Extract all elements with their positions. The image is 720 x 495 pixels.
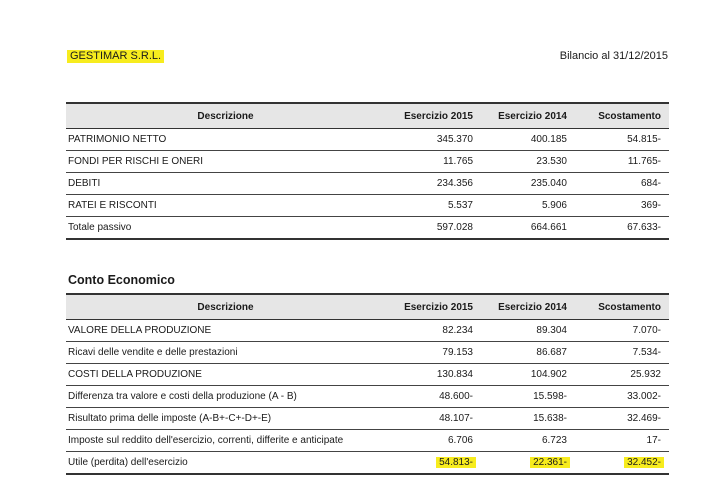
row-label: Imposte sul reddito dell'esercizio, correnti, differite e anticipate: [66, 430, 385, 452]
value-2015: 48.600-: [385, 386, 481, 408]
col-esercizio-2015: Esercizio 2015: [385, 103, 481, 129]
table-row: [66, 342, 669, 364]
table-row: [66, 129, 669, 151]
value-scostamento: 369-: [575, 195, 669, 217]
value-scostamento: 33.002-: [575, 386, 669, 408]
value-scostamento: 67.633-: [575, 217, 669, 240]
col-esercizio-2015: Esercizio 2015: [385, 294, 481, 320]
row-label: COSTI DELLA PRODUZIONE: [66, 364, 385, 386]
table-row: [66, 408, 669, 430]
table-row: [66, 151, 669, 173]
value-2015: 345.370: [385, 129, 481, 151]
value-scostamento: 25.932: [575, 364, 669, 386]
value-2014: 400.185: [481, 129, 575, 151]
value-2014: 23.530: [481, 151, 575, 173]
value-2015: 79.153: [385, 342, 481, 364]
row-label: Utile (perdita) dell'esercizio: [66, 452, 385, 475]
value-scostamento: 17-: [575, 430, 669, 452]
table-conto-economico: [66, 293, 669, 475]
value-2014: [481, 452, 575, 475]
value-scostamento: 684-: [575, 173, 669, 195]
highlighted-value: 54.813-: [436, 457, 476, 468]
value-2015: 6.706: [385, 430, 481, 452]
table-row: [66, 364, 669, 386]
value-2014: 89.304: [481, 320, 575, 342]
value-2014: 86.687: [481, 342, 575, 364]
col-descrizione: Descrizione: [66, 294, 385, 320]
col-scostamento: Scostamento: [575, 103, 669, 129]
value-scostamento: 54.815-: [575, 129, 669, 151]
row-label: RATEI E RISCONTI: [66, 195, 385, 217]
value-scostamento: 11.765-: [575, 151, 669, 173]
row-label: Risultato prima delle imposte (A-B+-C+-D+-E): [66, 408, 385, 430]
row-label: DEBITI: [66, 173, 385, 195]
value-2014: 664.661: [481, 217, 575, 240]
col-esercizio-2014: Esercizio 2014: [481, 103, 575, 129]
value-2014: 6.723: [481, 430, 575, 452]
value-2014: 15.638-: [481, 408, 575, 430]
total-row: [66, 217, 669, 240]
value-2015: 597.028: [385, 217, 481, 240]
table-row: [66, 386, 669, 408]
value-2014: 235.040: [481, 173, 575, 195]
value-2015: 82.234: [385, 320, 481, 342]
value-2014: 15.598-: [481, 386, 575, 408]
col-descrizione: Descrizione: [66, 103, 385, 129]
value-scostamento: 32.469-: [575, 408, 669, 430]
col-esercizio-2014: Esercizio 2014: [481, 294, 575, 320]
table-row: [66, 320, 669, 342]
value-2015: 48.107-: [385, 408, 481, 430]
value-2015: 5.537: [385, 195, 481, 217]
balance-date: Bilancio al 31/12/2015: [559, 50, 668, 62]
value-2014: 104.902: [481, 364, 575, 386]
value-2015: 234.356: [385, 173, 481, 195]
table-row: [66, 430, 669, 452]
value-2015: 130.834: [385, 364, 481, 386]
result-row: [66, 452, 669, 475]
row-label: Totale passivo: [66, 217, 385, 240]
value-scostamento: [575, 452, 669, 475]
highlighted-value: 22.361-: [530, 457, 570, 468]
section-title-conto-economico: Conto Economico: [68, 273, 175, 287]
row-label: FONDI PER RISCHI E ONERI: [66, 151, 385, 173]
row-label: Differenza tra valore e costi della produzione (A - B): [66, 386, 385, 408]
value-scostamento: 7.070-: [575, 320, 669, 342]
value-2015: 11.765: [385, 151, 481, 173]
value-2015: [385, 452, 481, 475]
table-header-row: [66, 103, 669, 129]
value-2014: 5.906: [481, 195, 575, 217]
row-label: VALORE DELLA PRODUZIONE: [66, 320, 385, 342]
highlighted-value: 32.452-: [624, 457, 664, 468]
table-row: [66, 195, 669, 217]
table-row: [66, 173, 669, 195]
row-label: PATRIMONIO NETTO: [66, 129, 385, 151]
row-label: Ricavi delle vendite e delle prestazioni: [66, 342, 385, 364]
value-scostamento: 7.534-: [575, 342, 669, 364]
table-header-row: [66, 294, 669, 320]
col-scostamento: Scostamento: [575, 294, 669, 320]
table-passivo: [66, 102, 669, 240]
company-name: GESTIMAR S.R.L.: [67, 50, 164, 63]
